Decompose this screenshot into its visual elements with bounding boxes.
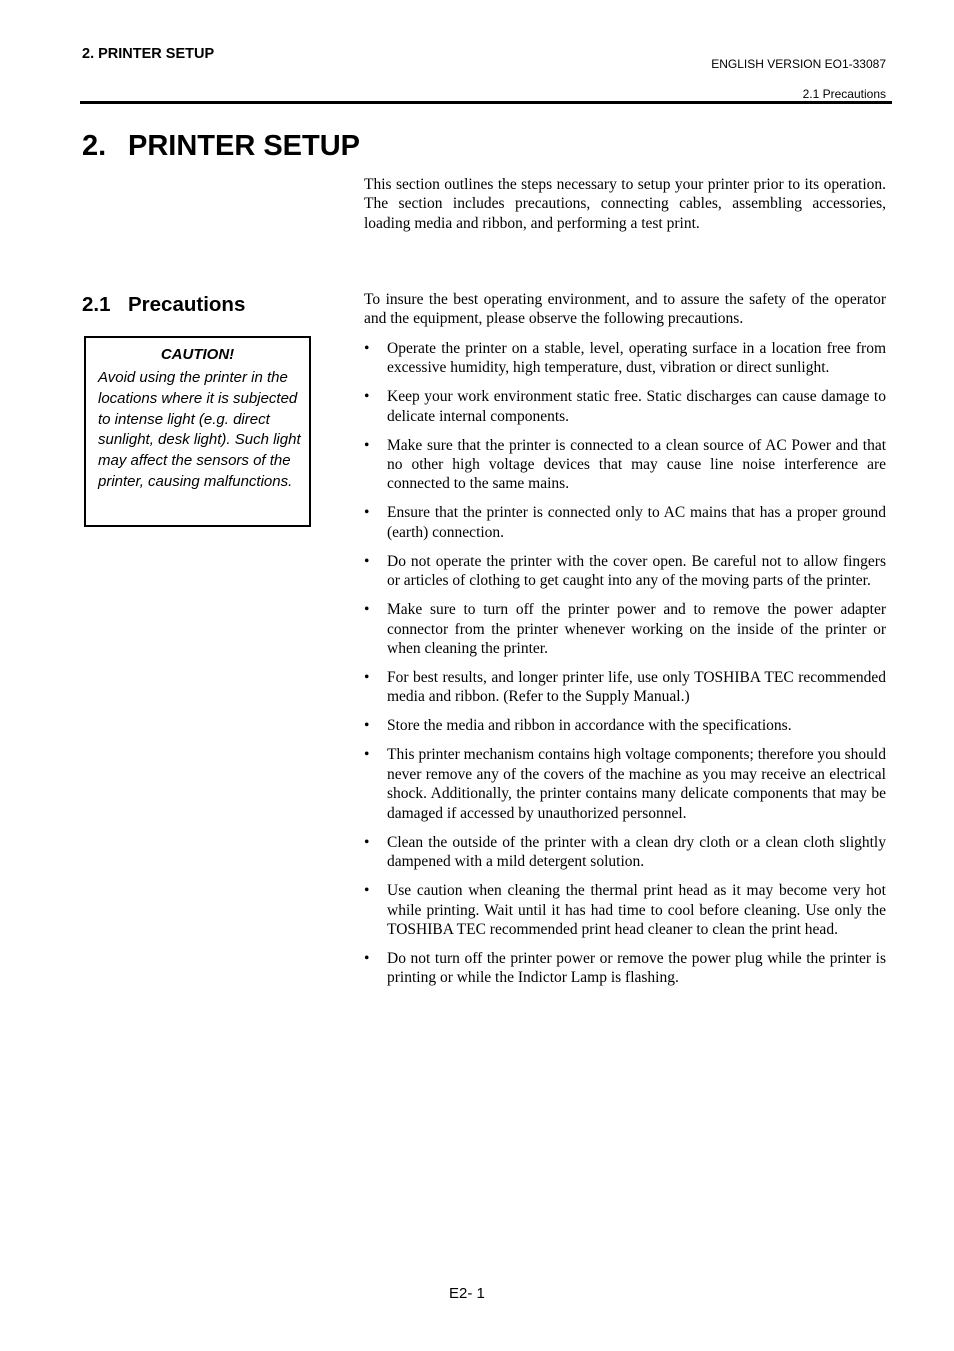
list-item-text: This printer mechanism contains high voltage components; therefore you should never remove any of the covers of the machine as you may receive an electrical shock. Additionally, the printer contains many delicate components that may be damaged if accessed by unauthorized personnel. [387,746,886,822]
section-title [82,293,245,317]
list-item [364,668,886,707]
precautions-intro: To insure the best operating environment, and to assure the safety of the operator and the equipment, please observe the following precautions. [364,291,886,328]
section-number: 2.1 [82,293,111,316]
list-item-text: Use caution when cleaning the thermal print head as it may become very hot while printing. Wait until it has had time to cool before cleaning. Use only the TOSHIBA TEC recommended print head cleaner to clean the print head. [387,882,886,938]
list-item-text: Make sure that the printer is connected to a clean source of AC Power and that no other high voltage devices that may cause line noise interference are connected to the same mains. [387,436,886,493]
list-item [364,339,886,378]
list-item-text: For best results, and longer printer life, use only TOSHIBA TEC recommended media and ribbon. (Refer to the Supply Manual.) [387,669,886,706]
list-item [364,881,886,939]
section-label: 2.1 Precautions [802,87,886,101]
list-item [364,600,886,658]
bullet-icon: • [364,833,370,851]
chapter-intro: This section outlines the steps necessary to setup your printer prior to its operation. The section includes precautions, connecting cables, assembling accessories, loading media and ribbon, and performing a test print. [364,176,886,232]
bullet-icon: • [364,436,370,454]
bullet-icon: • [364,882,370,900]
section-title-text: Precautions [128,293,246,316]
list-item [364,387,886,426]
precautions-content [364,290,886,997]
list-item-text: Clean the outside of the printer with a clean dry cloth or a clean cloth slightly dampened with a mild detergent solution. [387,833,886,871]
list-item-text: Store the media and ribbon in accordance with the specifications. [387,717,792,735]
bullet-icon: • [364,717,370,735]
bullet-icon: • [364,949,370,967]
list-item [364,503,886,542]
running-header-right [711,49,886,109]
caution-heading: CAUTION! [160,346,235,363]
list-item [364,552,886,591]
list-item [364,833,886,872]
list-item-text: Ensure that the printer is connected only to AC mains that has a proper ground (earth) connection. [387,504,886,541]
list-item-text: Operate the printer on a stable, level, operating surface in a location free from excessive humidity, high temperature, dust, vibration or direct sunlight. [387,339,886,377]
list-item-text: Do not operate the printer with the cover open. Be careful not to allow fingers or articles of clothing to get caught into any of the moving parts of the printer. [387,552,886,590]
caution-box [84,336,311,527]
list-item-text: Make sure to turn off the printer power and to remove the power adapter connector from the printer whenever working on the inside of the printer or when cleaning the printer. [387,601,886,658]
list-item [364,949,886,988]
bullet-icon: • [364,669,370,687]
list-item [364,745,886,823]
list-item-text: Do not turn off the printer power or remove the power plug while the printer is printing or while the Indictor Lamp is flashing. [387,949,886,987]
chapter-title [82,130,360,163]
bullet-icon: • [364,388,370,406]
version-label: ENGLISH VERSION EO1-33087 [711,57,886,71]
list-item-text: Keep your work environment static free. Static discharges can cause damage to delicate internal components. [387,388,886,425]
bullet-icon: • [364,339,370,357]
bullet-icon: • [364,552,370,570]
header-divider [80,101,892,104]
bullet-icon: • [364,504,370,522]
chapter-number: 2. [82,130,107,162]
caution-text: Avoid using the printer in the locations where it is subjected to intense light (e.g. direct sunlight, desk light). Such light may affect the sensors of the printer, causing malfunctions. [98,369,301,490]
bullet-icon: • [364,601,370,619]
chapter-title-text: PRINTER SETUP [128,130,361,162]
running-header-title: 2. PRINTER SETUP [82,46,215,62]
bullet-icon: • [364,746,370,764]
list-item [364,436,886,494]
precautions-list [364,339,886,988]
page-number: E2- 1 [449,1285,485,1302]
list-item [364,716,886,735]
